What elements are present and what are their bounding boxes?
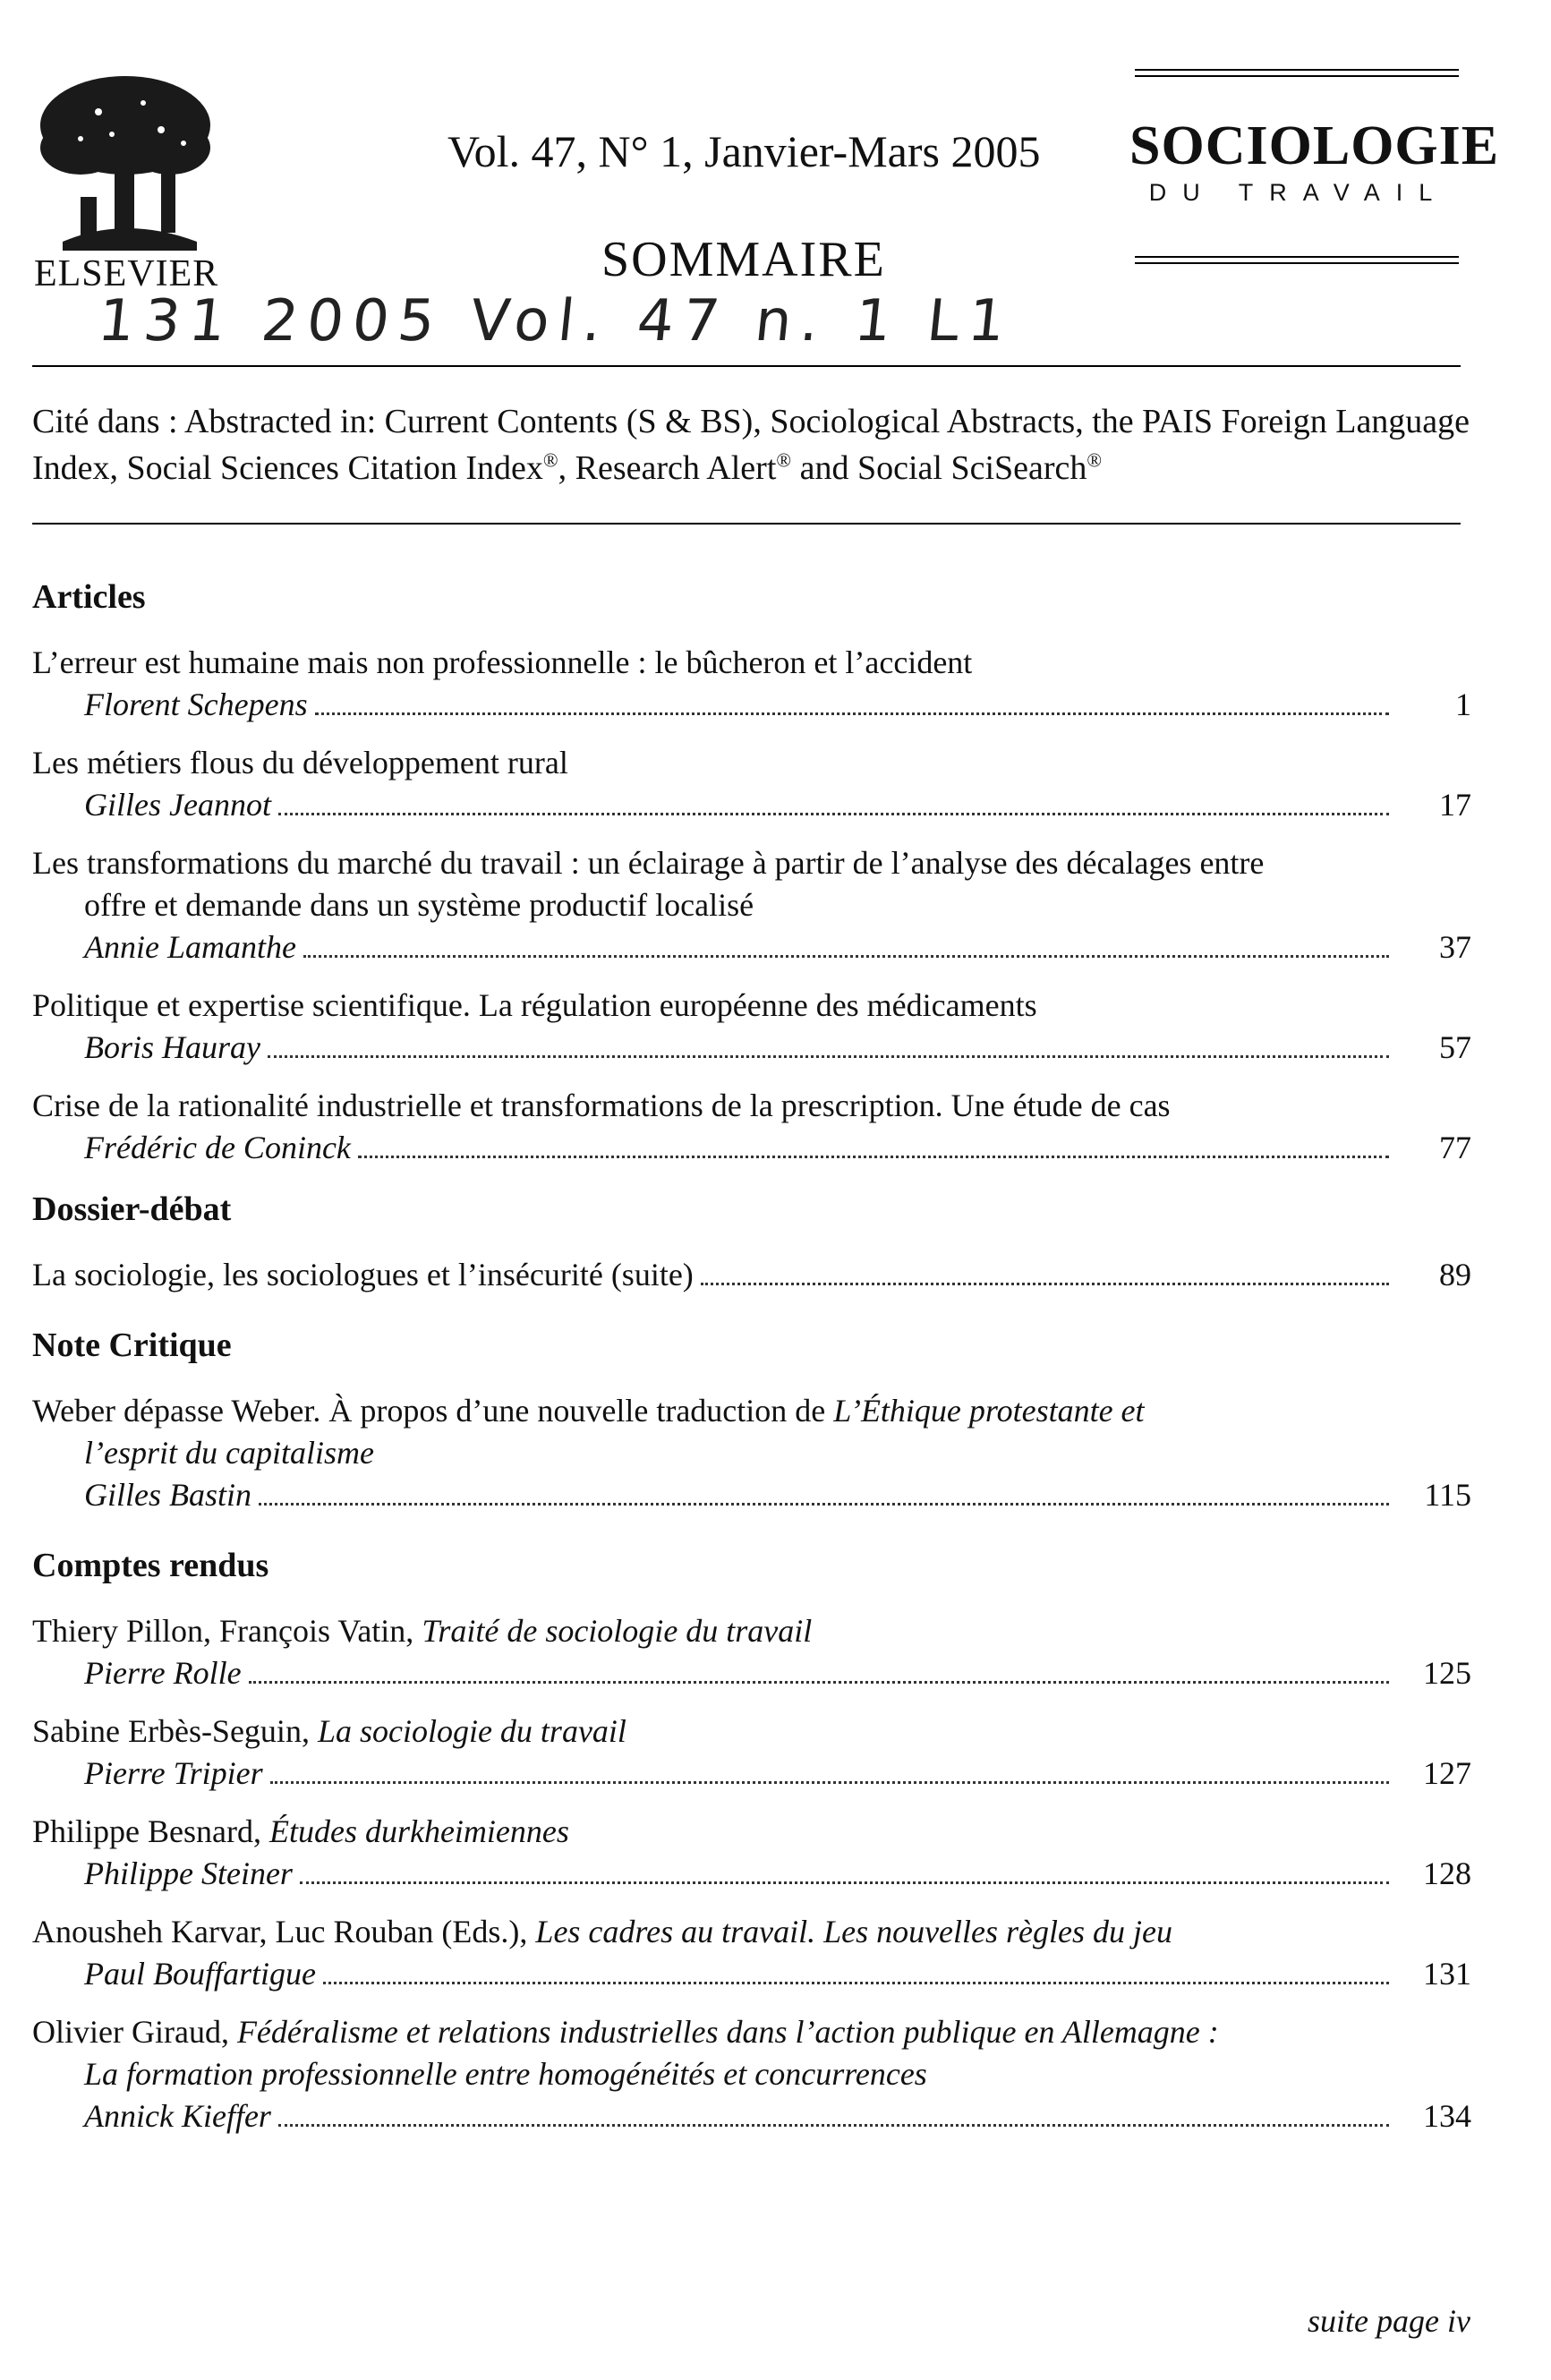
entry-reviewer: Annick Kieffer bbox=[84, 2098, 271, 2134]
publisher-name: ELSEVIER bbox=[34, 253, 219, 294]
page-number: 125 bbox=[1423, 1655, 1471, 1691]
entry-title: Sabine Erbès-Seguin, La sociologie du travail bbox=[32, 1713, 626, 1749]
journal-subtitle: DU TRAVAIL bbox=[1148, 179, 1449, 206]
dot-leader bbox=[300, 1881, 1389, 1884]
entry-author: Gilles Jeannot bbox=[84, 787, 271, 823]
entry-title: Crise de la rationalité industrielle et transformations de la prescription. Une étude de cas bbox=[32, 1088, 1171, 1123]
page-number: 17 bbox=[1439, 787, 1471, 823]
dot-leader bbox=[259, 1503, 1389, 1506]
toc-entry[interactable] bbox=[32, 1390, 1471, 1516]
issue-info: Vol. 47, N° 1, Janvier-Mars 2005 bbox=[447, 126, 1041, 176]
dot-leader bbox=[315, 712, 1389, 715]
entry-title: Les transformations du marché du travail : un éclairage à partir de l’analyse des décalages entre bbox=[32, 845, 1265, 881]
entry-title: Philippe Besnard, Études durkheimiennes bbox=[32, 1813, 569, 1849]
entry-title: Politique et expertise scientifique. La régulation européenne des médicaments bbox=[32, 987, 1037, 1023]
page-number: 57 bbox=[1439, 1029, 1471, 1065]
toc-entry[interactable] bbox=[32, 1610, 1471, 1694]
title-rule-top-2 bbox=[1135, 75, 1459, 77]
page-number: 131 bbox=[1423, 1956, 1471, 1992]
handwritten-annotation: 131 2005 Vol. 47 n. 1 L1 bbox=[95, 288, 1018, 354]
entry-reviewer: Pierre Rolle bbox=[84, 1655, 242, 1691]
toc-entry[interactable] bbox=[32, 2011, 1471, 2137]
dot-leader bbox=[323, 1982, 1389, 1984]
toc-entry[interactable] bbox=[32, 1710, 1471, 1795]
page-number: 127 bbox=[1423, 1755, 1471, 1791]
toc-entry[interactable] bbox=[32, 642, 1471, 726]
section-heading-note: Note Critique bbox=[32, 1326, 232, 1364]
dot-leader bbox=[268, 1055, 1389, 1058]
page-number: 134 bbox=[1423, 2098, 1471, 2134]
dot-leader bbox=[249, 1681, 1389, 1684]
indexing-statement: Cité dans : Abstracted in: Current Contents (S & BS), Sociological Abstracts, the PAIS Foreign Language Index, Social Sciences Citation Index®, Research Alert® and Social SciSearch® bbox=[32, 403, 1470, 487]
entry-author: Boris Hauray bbox=[84, 1029, 260, 1065]
entry-reviewer: Philippe Steiner bbox=[84, 1855, 293, 1891]
page-number: 77 bbox=[1439, 1130, 1471, 1165]
continued-note: suite page iv bbox=[1308, 2303, 1470, 2339]
entry-author: Gilles Bastin bbox=[84, 1477, 251, 1513]
entry-title: Weber dépasse Weber. À propos d’une nouvelle traduction de L’Éthique protestante et bbox=[32, 1393, 1145, 1429]
section-heading-dossier: Dossier-débat bbox=[32, 1190, 232, 1228]
section-heading-reviews: Comptes rendus bbox=[32, 1547, 269, 1584]
entry-title-continued: l’esprit du capitalisme bbox=[84, 1435, 374, 1471]
dot-leader bbox=[270, 1781, 1389, 1784]
toc-entry[interactable] bbox=[32, 1254, 1471, 1296]
entry-title: La sociologie, les sociologues et l’insécurité (suite) bbox=[32, 1257, 694, 1292]
dot-leader bbox=[701, 1283, 1389, 1285]
entry-title: Les métiers flous du développement rural bbox=[32, 745, 568, 781]
entry-title-continued: La formation professionnelle entre homogénéités et concurrences bbox=[84, 2056, 927, 2092]
page-title: SOMMAIRE bbox=[601, 232, 886, 287]
table-of-contents bbox=[32, 573, 1471, 2154]
dot-leader bbox=[278, 2124, 1389, 2127]
page-number: 128 bbox=[1423, 1855, 1471, 1891]
entry-reviewer: Pierre Tripier bbox=[84, 1755, 263, 1791]
entry-title: L’erreur est humaine mais non professionnelle : le bûcheron et l’accident bbox=[32, 644, 973, 680]
toc-entry[interactable] bbox=[32, 1911, 1471, 1995]
entry-title: Anousheh Karvar, Luc Rouban (Eds.), Les cadres au travail. Les nouvelles règles du jeu bbox=[32, 1914, 1172, 1949]
entry-reviewer: Paul Bouffartigue bbox=[84, 1956, 316, 1992]
title-rule-bottom-2 bbox=[1135, 262, 1459, 264]
header-divider bbox=[32, 365, 1461, 367]
indexing-divider bbox=[32, 523, 1461, 525]
page-number: 115 bbox=[1424, 1477, 1471, 1513]
dot-leader bbox=[278, 813, 1389, 815]
tree-logo-icon bbox=[27, 63, 224, 260]
page-number: 37 bbox=[1439, 929, 1471, 965]
toc-entry[interactable] bbox=[32, 1085, 1471, 1169]
publisher-logo bbox=[27, 63, 242, 304]
toc-entry[interactable] bbox=[32, 1811, 1471, 1895]
entry-title: Olivier Giraud, Fédéralisme et relations industrielles dans l’action publique en Allemagne : bbox=[32, 2014, 1219, 2050]
journal-title: SOCIOLOGIE bbox=[1129, 115, 1500, 176]
page-number: 89 bbox=[1439, 1257, 1471, 1292]
entry-title: Thiery Pillon, François Vatin, Traité de sociologie du travail bbox=[32, 1613, 813, 1649]
toc-entry[interactable] bbox=[32, 985, 1471, 1069]
toc-entry[interactable] bbox=[32, 842, 1471, 968]
dot-leader bbox=[303, 955, 1389, 958]
entry-title-continued: offre et demande dans un système productif localisé bbox=[84, 887, 754, 923]
dot-leader bbox=[358, 1156, 1389, 1158]
entry-author: Annie Lamanthe bbox=[84, 929, 296, 965]
page-number: 1 bbox=[1455, 687, 1471, 722]
entry-author: Frédéric de Coninck bbox=[84, 1130, 351, 1165]
title-rule-top bbox=[1135, 69, 1459, 71]
toc-entry[interactable] bbox=[32, 742, 1471, 826]
section-heading-articles: Articles bbox=[32, 578, 146, 616]
entry-author: Florent Schepens bbox=[84, 687, 308, 722]
title-rule-bottom bbox=[1135, 256, 1459, 258]
